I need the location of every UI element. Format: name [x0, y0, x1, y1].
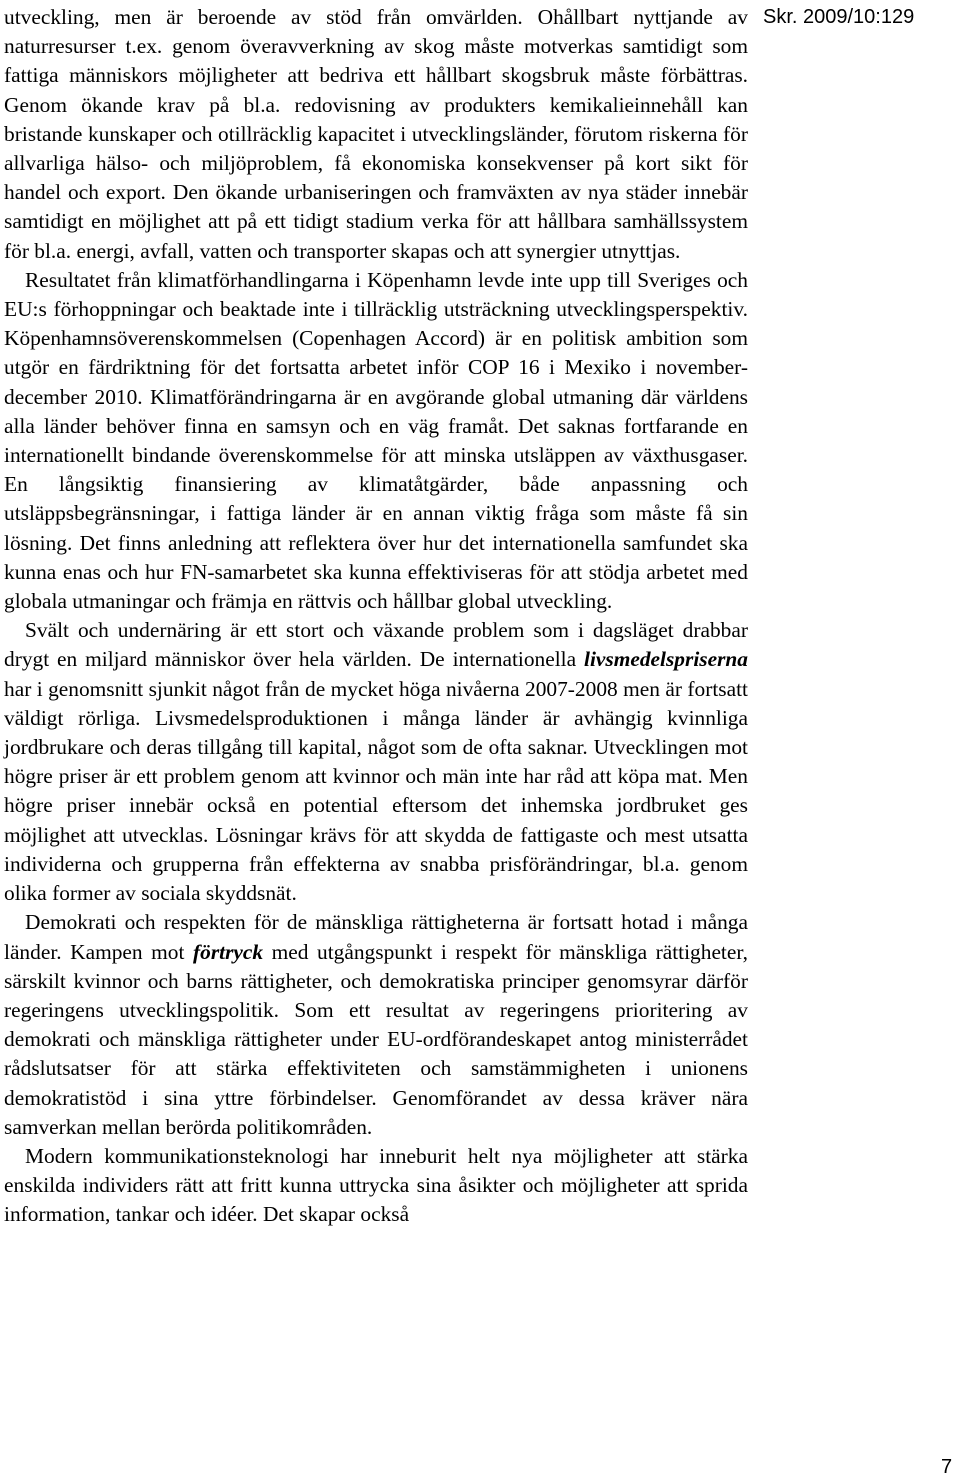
emphasis-livsmedelspriserna: livsmedelspriserna: [584, 647, 748, 672]
paragraph-food-security-lead: Svält och undernäring är ett stort och växande problem som i dagsläget drabbar drygt en miljard människor över hela världen. De internationella: [4, 618, 748, 672]
paragraph-democracy: [4, 908, 748, 1142]
paragraph-democracy-rest: med utgångspunkt i respekt för mänskliga rättigheter, särskilt kvinnor och barns rättigheter, och demokratiska principer genomsyrar därför regeringens utvecklingspolitik. Som ett resultat av regeringens prioritering av demokrati och mänskliga rättigheter under EU-ordförandeskapet antog ministerrådet rådslutsatser för att stärka effektiviteten och samstämmigheten i unionens demokratistöd i sina yttre förbindelser. Genomförandet av dessa kräver nära samverkan mellan berörda politikområden.: [4, 939, 748, 1139]
paragraph-democracy-lead: Demokrati och respekten för de mänskliga rättigheterna är fortsatt hotad i många länder. Kampen mot: [4, 910, 748, 964]
document-reference: Skr. 2009/10:129: [763, 6, 915, 28]
paragraph-food-security: [4, 616, 748, 908]
paragraph-communication: Modern kommunikationsteknologi har inneburit helt nya möjligheter att stärka enskilda individers rätt att fritt kunna uttrycka sina åsikter och möjligheter att sprida information, tankar och idéer. Det skapar också: [4, 1143, 748, 1227]
emphasis-fortryck: förtryck: [193, 939, 264, 964]
body-text: [4, 3, 748, 1230]
paragraph-food-security-rest: har i genomsnitt sjunkit något från de mycket höga nivåerna 2007-2008 men är fortsatt väldigt rörliga. Livsmedelsproduktionen i många länder är avhängig kvinnliga jordbrukare och deras tillgång till kapital, något som de ofta saknar. Utvecklingen mot högre priser är ett problem genom att kvinnor och män inte har råd att köpa mat. Men högre priser innebär också en potential eftersom det inhemska jordbruket ges möjlighet att utvecklas. Lösningar krävs för att skydda de fattigaste och mest utsatta individerna och grupperna från effekterna av snabba prisförändringar, bl.a. genom olika former av sociala skyddsnät.: [4, 676, 748, 906]
paragraph-climate: Resultatet från klimatförhandlingarna i Köpenhamn levde inte upp till Sveriges och EU:s förhoppningar och beaktade inte i tillräcklig utsträckning utvecklingsperspektiv. Köpenhamnsöverenskommelsen (Copenhagen Accord) är en politisk ambition som utgör en färdriktning för det fortsatta arbetet inför COP 16 i Mexiko i november-december 2010. Klimatförändringarna är en avgörande global utmaning där världens alla länder behöver finna en samsyn och en väg framåt. Det saknas fortfarande en internationellt bindande överenskommelse för att minska utsläppen av växthusgaser. En långsiktig finansiering av klimatåtgärder, både anpassning och utsläppsbegränsningar, i fattiga länder är en annan viktig fråga som måste få sin lösning. Det finns anledning att reflektera över hur det internationella samfundet ska kunna enas och hur FN-samarbetet ska kunna effektiviseras för att stödja arbetet med globala utmaningar och främja en rättvis och hållbar global utveckling.: [4, 267, 748, 614]
paragraph-sustainability: utveckling, men är beroende av stöd från omvärlden. Ohållbart nyttjande av naturresurser t.ex. genom överavverkning av skog måste motverkas samtidigt som fattiga människors möjligheter att bedriva ett hållbart skogsbruk måste förbättras. Genom ökande krav på bl.a. redovisning av produkters kemikalieinnehåll kan bristande kunskaper och otillräcklig kapacitet i utvecklingsländer, förutom riskerna för allvarliga hälso- och miljöproblem, få ekonomiska konsekvenser på kort sikt för handel och export. Den ökande urbaniseringen och framväxten av nya städer innebär samtidigt en möjlighet att på ett tidigt stadium verka för att hållbara samhällssystem för bl.a. energi, avfall, vatten och transporter skapas och att synergier utnyttjas.: [4, 5, 748, 263]
page-number: 7: [941, 1456, 953, 1478]
